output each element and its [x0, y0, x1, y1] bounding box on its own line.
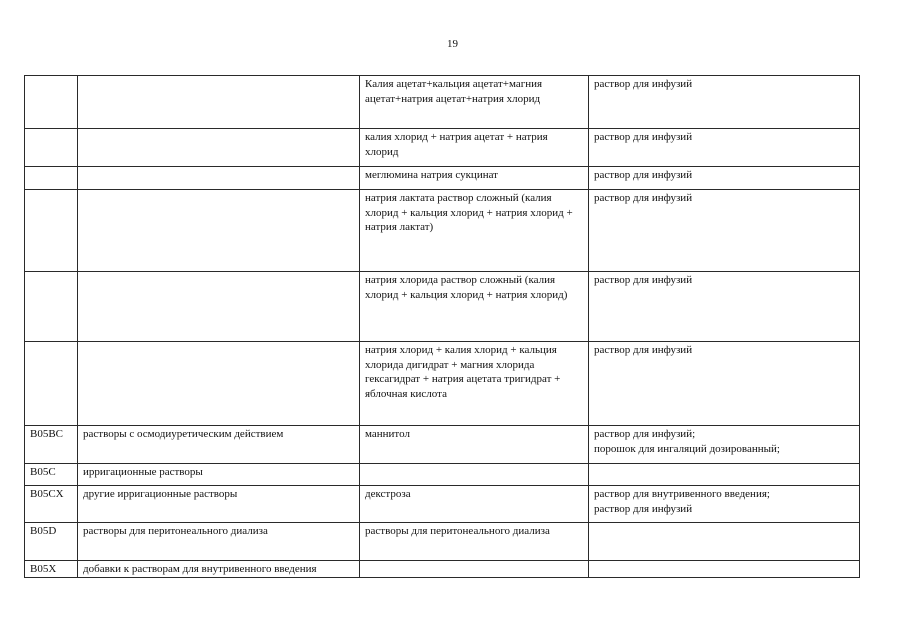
table-row [25, 190, 860, 272]
dosage-form-cell [589, 561, 860, 578]
group-cell [78, 76, 360, 129]
group-cell [78, 129, 360, 167]
atc-code-cell [25, 76, 78, 129]
dosage-form-cell: раствор для инфузий [589, 190, 860, 272]
dosage-form-cell [589, 464, 860, 486]
group-cell [78, 342, 360, 426]
group-cell: растворы с осмодиуретическим действием [78, 426, 360, 464]
drug-name-cell [360, 561, 589, 578]
group-cell: растворы для перитонеального диализа [78, 523, 360, 561]
drug-name-cell: калия хлорид + натрия ацетат + натрия хлорид [360, 129, 589, 167]
table-row [25, 129, 860, 167]
atc-code-cell: B05D [25, 523, 78, 561]
atc-code-cell: B05BC [25, 426, 78, 464]
dosage-form-cell: раствор для инфузий [589, 342, 860, 426]
atc-code-cell: B05X [25, 561, 78, 578]
table-row [25, 167, 860, 190]
dosage-form-cell: раствор для инфузий [589, 129, 860, 167]
table-row [25, 561, 860, 578]
atc-code-cell: B05CX [25, 486, 78, 523]
drug-name-cell: растворы для перитонеального диализа [360, 523, 589, 561]
table-row [25, 523, 860, 561]
dosage-form-cell [589, 426, 860, 464]
drug-name-cell: натрия лактата раствор сложный (калия хлорид + кальция хлорид + натрия хлорид + натрия лактат) [360, 190, 589, 272]
drug-name-cell: декстроза [360, 486, 589, 523]
drug-name-cell: меглюмина натрия сукцинат [360, 167, 589, 190]
dosage-form-cell: раствор для инфузий [589, 76, 860, 129]
drug-name-cell: натрия хлорид + калия хлорид + кальция хлорида дигидрат + магния хлорида гексагидрат + натрия ацетата тригидрат + яблочная кислота [360, 342, 589, 426]
dosage-form-line: раствор для внутривенного введения; [594, 488, 770, 500]
group-cell [78, 272, 360, 342]
atc-code-cell [25, 190, 78, 272]
table-row [25, 486, 860, 523]
table-row [25, 76, 860, 129]
dosage-form-cell [589, 523, 860, 561]
group-cell [78, 190, 360, 272]
atc-code-cell [25, 342, 78, 426]
drug-name-cell [360, 464, 589, 486]
drug-name-cell: маннитол [360, 426, 589, 464]
dosage-form-cell [589, 486, 860, 523]
atc-code-cell [25, 272, 78, 342]
table-row [25, 342, 860, 426]
dosage-form-cell: раствор для инфузий [589, 272, 860, 342]
group-cell [78, 167, 360, 190]
drug-name-cell: натрия хлорида раствор сложный (калия хлорид + кальция хлорид + натрия хлорид) [360, 272, 589, 342]
group-cell: добавки к растворам для внутривенного введения [78, 561, 360, 578]
atc-code-cell: B05C [25, 464, 78, 486]
drug-table [24, 75, 860, 578]
atc-code-cell [25, 129, 78, 167]
drug-name-cell: Калия ацетат+кальция ацетат+магния ацетат+натрия ацетат+натрия хлорид [360, 76, 589, 129]
group-cell: ирригационные растворы [78, 464, 360, 486]
table-row [25, 272, 860, 342]
table-row [25, 464, 860, 486]
dosage-form-line: раствор для инфузий; [594, 428, 696, 440]
table-row [25, 426, 860, 464]
dosage-form-line: раствор для инфузий [594, 502, 693, 515]
page-number: 19 [447, 38, 458, 50]
group-cell: другие ирригационные растворы [78, 486, 360, 523]
atc-code-cell [25, 167, 78, 190]
dosage-form-line: порошок для ингаляций дозированный; [594, 442, 780, 455]
dosage-form-cell: раствор для инфузий [589, 167, 860, 190]
